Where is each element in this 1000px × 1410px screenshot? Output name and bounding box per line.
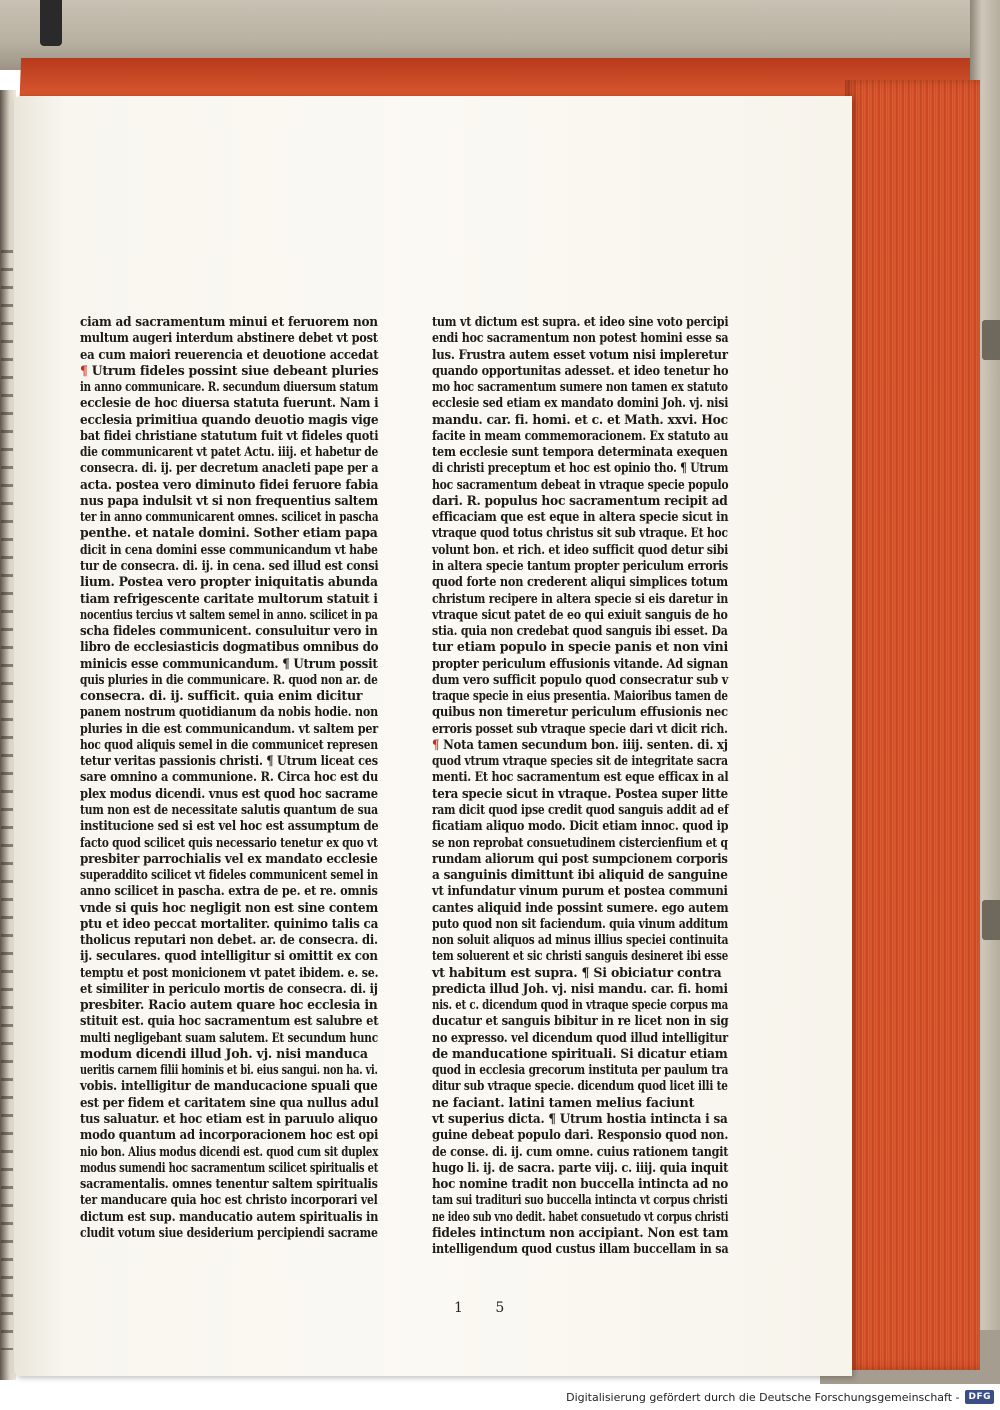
- text-line: tam sui tradituri suo buccella intincta vt corpus christi: [432, 1192, 728, 1208]
- text-line: tus saluatur. et hoc etiam est in paruulo aliquo: [80, 1111, 378, 1127]
- text-line: no expresso. vel dicendum quod illud intelligitur: [432, 1029, 728, 1045]
- text-line: cantes aliquid inde possint sumere. ego autem: [432, 899, 729, 915]
- text-line: hoc nomine tradit non buccella intincta ad no: [432, 1176, 729, 1192]
- text-line: libro de ecclesiasticis dogmatibus omnibus do: [80, 639, 379, 655]
- text-line: stia. quia non credebat quod sanguis ibi esset. Da: [432, 623, 728, 639]
- text-line-body: Utrum fideles possint siue debeant pluries: [87, 362, 379, 378]
- text-line: in altera specie tantum propter periculum erroris: [432, 557, 729, 573]
- text-line: tum vt dictum est supra. et ideo sine voto percipi: [432, 314, 729, 329]
- text-line: hoc quod aliquis semel in die communicet represen: [80, 736, 378, 752]
- text-line: erroris posset sub vtraque specie dari vt dicit rich.: [432, 720, 728, 736]
- text-line: de manducatione spirituali. Si dicatur etiam: [432, 1045, 728, 1061]
- text-line: modo quantum ad incorporacionem hoc est opi: [80, 1127, 379, 1143]
- previous-page-text-fragment: [1, 250, 13, 1350]
- text-line: tem soluerent et sic christi sanguis desineret ibi esse: [432, 948, 729, 964]
- text-line: ueritis carnem filii hominis et bi. eius sangui. non ha. vi.: [80, 1062, 378, 1078]
- text-line: ecclesie de hoc diuersa statuta fuerunt. Nam i: [80, 395, 379, 411]
- text-line: tiam refrigescente caritate multorum statuit i: [80, 590, 378, 606]
- text-line: traque specie in eius presentia. Maioribus tamen de: [432, 688, 728, 704]
- text-line: tur de consecra. di. ij. in cena. sed illud est consi: [80, 557, 379, 573]
- text-line: consecra. di. ij. sufficit. quia enim dicitur: [80, 688, 363, 704]
- text-line: temptu et post monicionem vt patet ibidem. e. se.: [80, 964, 379, 980]
- text-line: minicis esse communicandum. ¶ Utrum possit: [80, 655, 378, 671]
- text-line: dicit in cena domini esse communicandum vt habe: [80, 541, 378, 557]
- text-line: ij. seculares. quod intelligitur si omittit ex con: [80, 948, 378, 964]
- text-line: ne ideo sub vno dedit. habet consuetudo vt corpus christi: [432, 1208, 729, 1224]
- text-line: non soluit aliquos ad minus illius speciei continuita: [432, 932, 729, 948]
- text-line: guine debeat populo dari. Responsio quod non.: [432, 1127, 729, 1143]
- text-line: plex modus dicendi. vnus est quod hoc sacrame: [80, 785, 378, 801]
- left-text-column: [80, 314, 378, 1241]
- footer-bar: [0, 1384, 1000, 1410]
- paragraph-mark: ¶: [432, 736, 440, 752]
- manuscript-page: [14, 96, 852, 1376]
- text-line: ciam ad sacramentum minui et feruorem non: [80, 314, 378, 329]
- text-line: panem nostrum quotidianum da nobis hodie. non: [80, 704, 378, 720]
- text-line: vt superius dicta. ¶ Utrum hostia intincta i sa: [432, 1111, 728, 1127]
- text-line: rundam aliorum qui post sumpcionem corporis: [432, 850, 728, 866]
- text-line: penthe. et natale domini. Sother etiam papa: [80, 525, 378, 541]
- text-line: acta. postea vero diminuto fidei feruore fabia: [80, 476, 379, 492]
- text-line: ecclesie sed etiam ex mandato domini Joh. vj. nisi: [432, 395, 729, 411]
- text-line: in anno communicare. R. secundum diuersum statum: [80, 379, 379, 395]
- text-line: cludit votum siue desiderium percipiendi sacrame: [80, 1224, 378, 1240]
- text-line: ptu et ideo peccat mortaliter. quinimo talis ca: [80, 915, 379, 931]
- text-line: sacramentalis. omnes tenentur saltem spiritualis: [80, 1176, 378, 1192]
- text-line: quod in ecclesia grecorum instituta per paulum tra: [432, 1062, 729, 1078]
- text-line: nocentius tercius vt saltem semel in anno. scilicet in pa: [80, 606, 378, 622]
- text-line: hugo li. ij. de sacra. parte viij. c. iiij. quia inquit: [432, 1159, 729, 1175]
- text-line: facite in meam commemoracionem. Ex statuto au: [432, 427, 729, 443]
- text-line: ditur sub vtraque specie. dicendum quod licet illi te: [432, 1078, 728, 1094]
- text-line: tem ecclesie sunt tempora determinata exequen: [432, 444, 728, 460]
- clasp-lower: [982, 900, 1000, 940]
- text-line: anno scilicet in pascha. extra de pe. et re. omnis: [80, 883, 378, 899]
- text-line: vtraque quod totus christus sit sub vtraque. Et hoc: [432, 525, 728, 541]
- clasp-upper: [982, 320, 1000, 360]
- text-line: modum dicendi illud Joh. vj. nisi manduca: [80, 1045, 368, 1061]
- text-line: vobis. intelligitur de manducacione spuali que: [80, 1078, 378, 1094]
- text-line: quando opportunitas adesset. et ideo tenetur ho: [432, 362, 729, 378]
- text-line: facto quod scilicet quis necessario tenetur ex quo vt: [80, 834, 378, 850]
- text-line: modus sumendi hoc sacramentum scilicet spiritualis et: [80, 1159, 379, 1175]
- text-line: [432, 737, 728, 753]
- text-line: tur etiam populo in specie panis et non vini: [432, 639, 729, 655]
- folio-signature: 1 5: [454, 1300, 519, 1316]
- text-line: pluries in die est communicandum. vt saltem per: [80, 720, 378, 736]
- text-line: ecclesia primitiua quando deuotio magis vige: [80, 411, 379, 427]
- text-line: a sanguinis dimittunt ibi aliquid de sanguine: [432, 867, 728, 883]
- paragraph-mark: ¶: [80, 362, 88, 378]
- text-line: est per fidem et caritatem sine qua nullus adul: [80, 1094, 379, 1110]
- text-line: dictum est sup. manducatio autem spiritualis in: [80, 1208, 379, 1224]
- text-line: institucione sed si est vel hoc est assumptum de: [80, 818, 379, 834]
- text-line: sare omnino a communione. R. Circa hoc est du: [80, 769, 379, 785]
- text-line: nio bon. Alius modus dicendi est. quod cum sit duplex: [80, 1143, 379, 1159]
- text-line: lium. Postea vero propter iniquitatis abunda: [80, 574, 378, 590]
- text-line: hoc sacramentum debeat in vtraque specie populo: [432, 476, 729, 492]
- text-line: nus papa indulsit vt si non frequentius saltem: [80, 492, 378, 508]
- text-line: die communicarent vt patet Actu. iiij. et habetur de: [80, 444, 379, 460]
- text-line: presbiter. Racio autem quare hoc ecclesia in: [80, 997, 378, 1013]
- text-line: tum non est de necessitate salutis quantum de sua: [80, 801, 378, 817]
- text-line: volunt bon. et rich. et ideo sufficit quod detur sibi: [432, 541, 729, 557]
- text-block-fore-edge: [845, 80, 980, 1370]
- text-line: ter in anno communicarent omnes. scilicet in pascha: [80, 509, 379, 525]
- text-line: vt infundatur vinum purum et postea communi: [432, 883, 728, 899]
- text-line: stituit est. quia hoc sacramentum est salubre et: [80, 1013, 379, 1029]
- text-line: christum recipere in altera specie si eis daretur in: [432, 590, 729, 606]
- text-line: dum vero sufficit populo quod consecratur sub v: [432, 671, 729, 687]
- text-line: lus. Frustra autem esset votum nisi impleretur: [432, 346, 728, 362]
- text-line: intelligendum quod custus illam buccellam in sa: [432, 1241, 729, 1257]
- text-line: dari. R. populus hoc sacramentum recipit ad: [432, 492, 728, 508]
- text-line: ram dicit quod ipse credit quod sanguis addit ad ef: [432, 801, 729, 817]
- text-line: bat fidei christiane statutum fuit vt fideles quoti: [80, 427, 379, 443]
- text-line: multi negligebant suam salutem. Et secundum hunc: [80, 1029, 378, 1045]
- text-line: vtraque sicut patet de eo qui exiuit sanguis de ho: [432, 606, 728, 622]
- text-line-body: Nota tamen secundum bon. iiij. senten. di. xj: [439, 736, 728, 752]
- text-line: superaddito scilicet vt fideles communicent semel in: [80, 867, 379, 883]
- text-line: ter manducare quia hoc est christo incorporari vel: [80, 1192, 378, 1208]
- text-line: tetur veritas passionis christi. ¶ Utrum liceat ces: [80, 753, 378, 769]
- text-line: tholicus reputari non debet. ar. de consecra. di.: [80, 932, 378, 948]
- text-line: di christi preceptum et hoc est opinio tho. ¶ Utrum: [432, 460, 729, 476]
- text-line: multum augeri interdum abstinere debet vt post: [80, 330, 378, 346]
- text-line: menti. Et hoc sacramentum est eque efficax in al: [432, 769, 729, 785]
- text-line: propter periculum effusionis vitande. Ad signan: [432, 655, 729, 671]
- text-line: vnde si quis hoc negligit non est sine contem: [80, 899, 379, 915]
- text-line: tera specie sicut in vtraque. Postea super litte: [432, 785, 728, 801]
- text-line: ducatur et sanguis bibitur in re licet non in sig: [432, 1013, 729, 1029]
- text-line: quod vtrum vtraque species sit de integritate sacra: [432, 753, 728, 769]
- text-line: consecra. di. ij. per decretum anacleti pape per a: [80, 460, 379, 476]
- text-line: predicta illud Joh. vj. nisi mandu. car. fi. homi: [432, 980, 728, 996]
- dfg-logo: DFG: [965, 1390, 994, 1404]
- text-line: endi hoc sacramentum non potest homini esse sa: [432, 330, 729, 346]
- text-line: et similiter in periculo mortis de consecra. di. ij: [80, 980, 378, 996]
- text-line: mo hoc sacramentum sumere non tamen ex statuto: [432, 379, 728, 395]
- text-line: mandu. car. fi. homi. et c. et Math. xxvi. Hoc: [432, 411, 728, 427]
- text-line: quod forte non crederent aliqui simplices totum: [432, 574, 728, 590]
- text-line: fideles intinctum non accipiant. Non est tam: [432, 1224, 729, 1240]
- text-line: se non reprobat consuetudinem cistercienfium et q: [432, 834, 728, 850]
- book-strap: [40, 0, 62, 46]
- text-line: [80, 363, 378, 379]
- text-line: puto quod non sit faciendum. quia vinum additum: [432, 915, 729, 931]
- right-text-column: [432, 314, 728, 1257]
- text-line: ficatiam aliquo modo. Dicit etiam innoc. quod ip: [432, 818, 729, 834]
- text-line: vt habitum est supra. ¶ Si obiciatur contra: [432, 964, 722, 980]
- text-line: quibus non timeretur periculum effusionis nec: [432, 704, 728, 720]
- text-line: ea cum maiori reuerencia et deuotione accedat: [80, 346, 379, 362]
- text-line: efficaciam que est eque in altera specie sicut in: [432, 509, 729, 525]
- text-line: scha fideles communicent. consuluitur vero in: [80, 623, 378, 639]
- funding-credit: Digitalisierung gefördert durch die Deutsche Forschungsgemeinschaft -: [566, 1390, 960, 1404]
- text-line: ne faciant. latini tamen melius faciunt: [432, 1094, 695, 1110]
- text-line: nis. et c. dicendum quod in vtraque specie corpus ma: [432, 997, 729, 1013]
- text-line: quis pluries in die communicare. R. quod non ar. de: [80, 671, 378, 687]
- text-line: de conse. di. ij. cum omne. cuius rationem tangit: [432, 1143, 729, 1159]
- text-line: presbiter parrochialis vel ex mandato ecclesie: [80, 850, 378, 866]
